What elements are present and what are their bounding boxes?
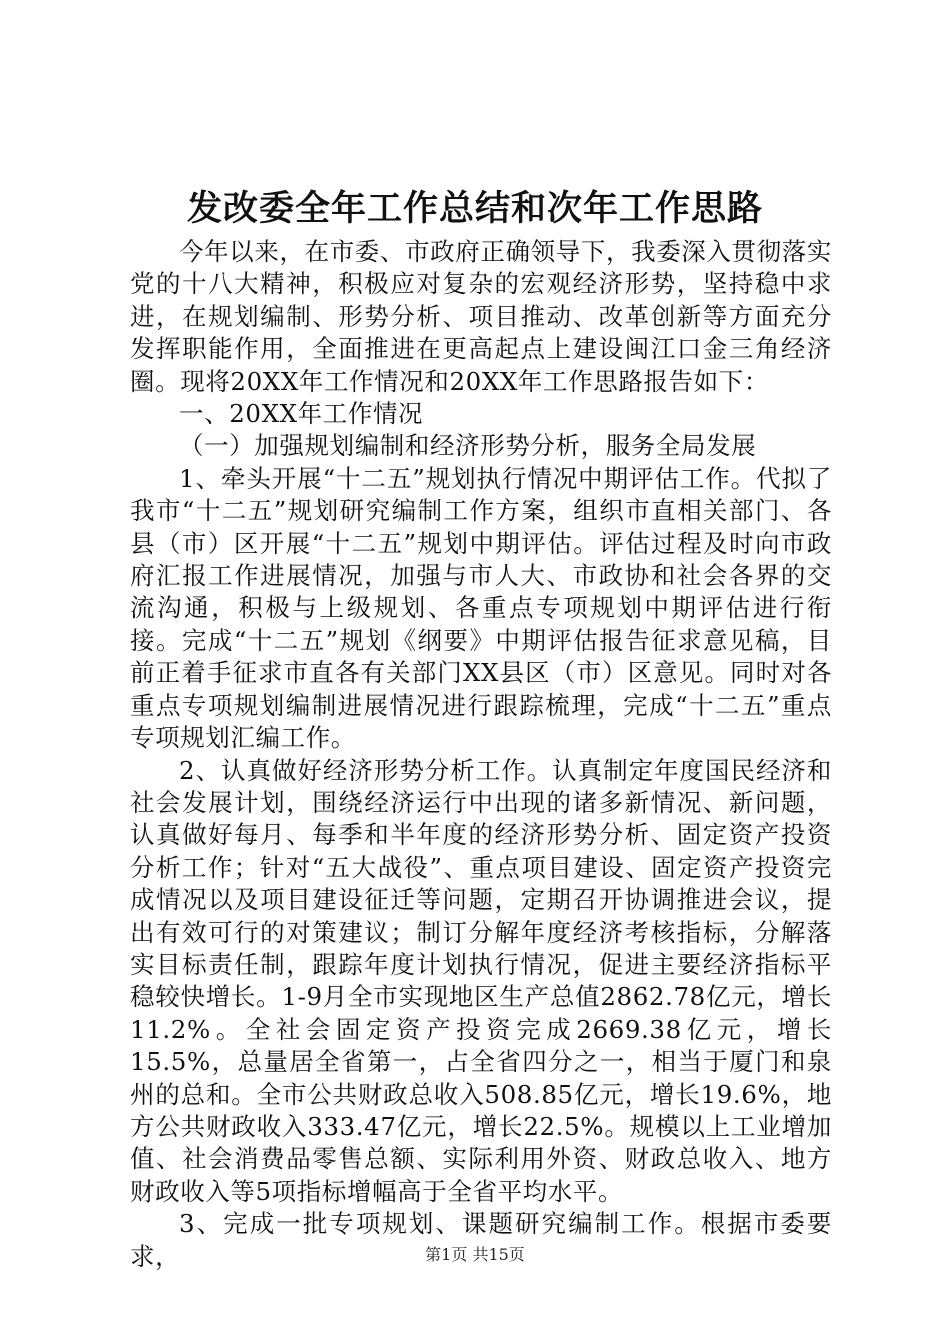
item-paragraph-2: 2、认真做好经济形势分析工作。认真制定年度国民经济和社会发展计划，围绕经济运行中出现的诸多新情况、新问题，认真做好每月、每季和半年度的经济形势分析、固定资产投资分析工作；针对“五大战役”、重点项目建设、固定资产投资完成情况以及项目建设征迁等问题，定期召开协调推进会议，提出有效可行的对策建议；制订分解年度经济考核指标，分解落实目标责任制，跟踪年度计划执行情况，促进主要经济指标平稳较快增长。1-9月全市实现地区生产总值2862.78亿元，增长11.2%。全社会固定资产投资完成2669.38亿元，增长15.5%，总量居全省第一，占全省四分之一，相当于厦门和泉州的总和。全市公共财政总收入508.85亿元，增长19.6%，地方公共财政收入333.47亿元，增长22.5%。规模以上工业增加值、社会消费品零售总额、实际利用外资、财政总收入、地方财政收入等5项指标增幅高于全省平均水平。 xyxy=(130,755,832,1206)
intro-paragraph: 今年以来，在市委、市政府正确领导下，我委深入贯彻落实党的十八大精神，积极应对复杂的宏观经济形势，坚持稳中求进，在规划编制、形势分析、项目推动、改革创新等方面充分发挥职能作用，全面推进在更高起点上建设闽江口金三角经济圈。现将20XX年工作情况和20XX年工作思路报告如下： xyxy=(130,237,832,396)
item-paragraph-1: 1、牵头开展“十二五”规划执行情况中期评估工作。代拟了我市“十二五”规划研究编制工作方案，组织市直相关部门、各县（市）区开展“十二五”规划中期评估。评估过程及时向市政府汇报工作进展情况，加强与市人大、市政协和社会各界的交流沟通，积极与上级规划、各重点专项规划中期评估进行衔接。完成“十二五”规划《纲要》中期评估报告征求意见稿，目前正着手征求市直各有关部门XX县区（市）区意见。同时对各重点专项规划编制进展情况进行跟踪梳理，完成“十二五”重点专项规划汇编工作。 xyxy=(130,463,832,753)
section-heading-1: 一、20XX年工作情况 xyxy=(179,399,424,429)
document-title: 发改委全年工作总结和次年工作思路 xyxy=(186,188,763,229)
page-footer: 第1页 共15页 xyxy=(425,1245,525,1264)
item-paragraph-3: 3、完成一批专项规划、课题研究编制工作。根据市委要求， xyxy=(130,1209,832,1271)
document-body xyxy=(130,236,832,1273)
subsection-heading-1: （一）加强规划编制和经济形势分析，服务全局发展 xyxy=(179,431,757,461)
